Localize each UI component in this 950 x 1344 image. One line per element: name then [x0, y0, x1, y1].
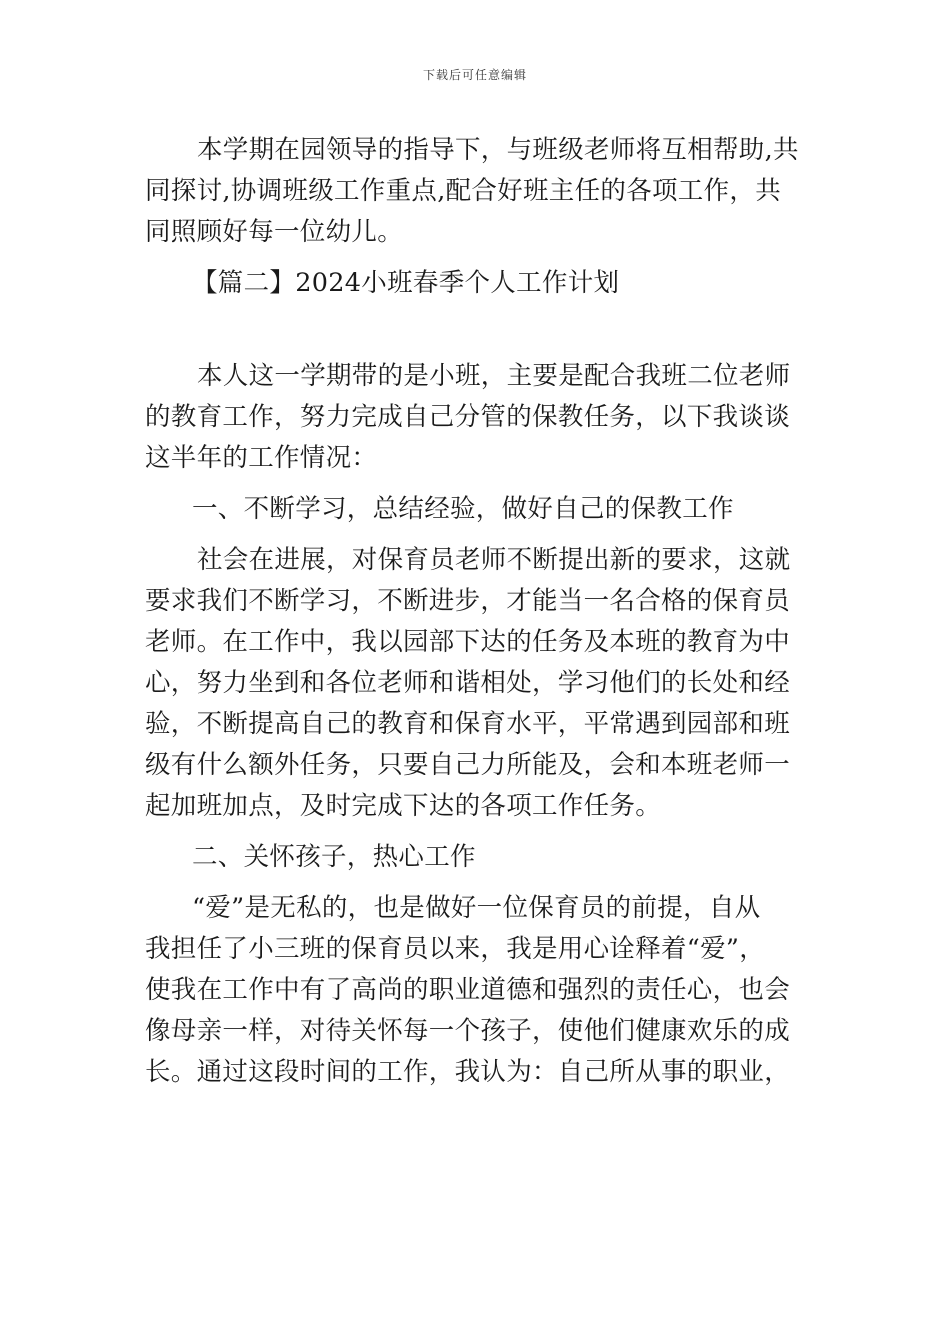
text-line: 验，不断提高自己的教育和保育水平，平常遇到园部和班 [145, 709, 791, 739]
page-header: 下载后可任意编辑 [422, 68, 527, 82]
text-line: 老师。在工作中，我以园部下达的任务及本班的教育为中 [145, 627, 791, 657]
text-line: 起加班加点，及时完成下达的各项工作任务。 [145, 791, 662, 821]
text-line: 本学期在园领导的指导下，与班级老师将互相帮助,共 [197, 135, 799, 165]
text-line: 长。通过这段时间的工作，我认为：自己所从事的职业， [145, 1057, 791, 1087]
paragraph-1 [145, 130, 810, 253]
section-title [145, 263, 810, 304]
text-line: “爱”是无私的，也是做好一位保育员的前提，自从 [192, 893, 761, 923]
heading-2 [145, 837, 810, 878]
paragraph-4 [145, 888, 810, 1093]
text-line: 像母亲一样，对待关怀每一个孩子，使他们健康欢乐的成 [145, 1016, 791, 1046]
heading-text: 一、不断学习，总结经验，做好自己的保教工作 [192, 494, 734, 524]
text-line: 我担任了小三班的保育员以来，我是用心诠释着“爱”， [145, 934, 766, 964]
paragraph-2 [145, 356, 810, 479]
section-title-text: 【篇二】2024小班春季个人工作计划 [192, 268, 620, 298]
text-line: 要求我们不断学习，不断进步，才能当一名合格的保育员 [145, 586, 791, 616]
text-line: 心，努力坐到和各位老师和谐相处，学习他们的长处和经 [145, 668, 791, 698]
text-line: 本人这一学期带的是小班，主要是配合我班二位老师 [197, 361, 791, 391]
text-line: 级有什么额外任务，只要自己力所能及，会和本班老师一 [145, 750, 791, 780]
text-line: 同照顾好每一位幼儿。 [145, 217, 404, 247]
document-body [145, 130, 810, 1093]
heading-text: 二、关怀孩子，热心工作 [192, 842, 476, 872]
paragraph-3 [145, 540, 810, 827]
text-line: 同探讨,协调班级工作重点,配合好班主任的各项工作，共 [145, 176, 782, 206]
heading-1 [145, 489, 810, 530]
text-line: 的教育工作，努力完成自己分管的保教任务，以下我谈谈 [145, 402, 791, 432]
text-line: 使我在工作中有了高尚的职业道德和强烈的责任心，也会 [145, 975, 791, 1005]
text-line: 社会在进展，对保育员老师不断提出新的要求，这就 [197, 545, 791, 575]
text-line: 这半年的工作情况： [145, 443, 378, 473]
